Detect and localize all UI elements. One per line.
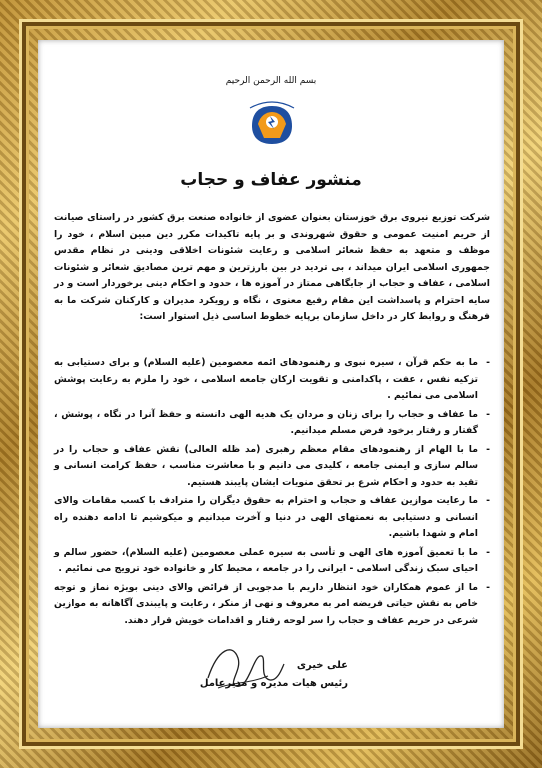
bullet-icon: -: [486, 546, 490, 558]
list-item: - ما با الهام از رهنمودهای مقام معظم رهبری (مد ظله العالی) نقش عفاف و حجاب را در سالم سازی و ایمنی جامعه ، کلیدی می دانیم و با معاشرت مناسب ، حفظ کرامت انسانی و تقید به حدود و احکام شرع بر تحقق منویات ایشان پایبند هستیم.: [54, 443, 490, 488]
page-title: منشور عفاف و حجاب: [180, 170, 362, 190]
bullet-icon: -: [486, 495, 490, 506]
list-item: - ما به حکم قرآن ، سیره نبوی و رهنمودهای ائمه معصومین (علیه السلام) و برای دستیابی به تزکیه نفس ، عفت ، پاکدامنی و تقویت ارکان جامعه اسلامی ، خود را ملزم به رعایت پوشش اسلامی می نمائیم .: [54, 357, 490, 401]
charter-items-list: [54, 355, 490, 631]
bullet-icon: -: [486, 408, 490, 420]
certificate-content: [38, 40, 504, 728]
signatory-name: علی خیری: [296, 660, 348, 671]
intro-paragraph: شرکت توزیع نیروی برق خوزستان بعنوان عضوی از خانواده صنعت برق کشور در راستای صیانت از حریم امنیت عمومی و حقوق شهروندی و بر پایه تاکیدات مکرر دین مبین اسلام ، خود را موظف و متعهد به حفظ شعائر اسلامی و رعایت شئونات اخلاقی ودینی در نظام مقدس جمهوری اسلامی ایران میداند ، بی تردید در بین بارزترین و مهم ترین مصادیق شعائر و شئونات اسلامی ، عفاف و حجاب از جایگاهی ممتاز در آموزه ها ، حدود و احکام دینی برخوردار است و در سایه احترام و پاسداشت این مقام رفیع معنوی ، نگاه و رویکرد مدیران و کارکنان شرکت ما به فرهنگ و روابط کار در داخل سازمان برپایه خطوط اساسی ذیل استوار است:: [54, 212, 490, 322]
basmala: بسم الله الرحمن الرحيم: [225, 76, 317, 86]
signatory-title: رئیس هیات مدیره و مدیرعامل: [199, 678, 348, 689]
bullet-icon: -: [486, 357, 490, 368]
signature-scribble-icon: [198, 638, 288, 698]
company-logo-icon: [246, 98, 298, 148]
certificate-paper: [38, 40, 504, 728]
list-item: - ما عفاف و حجاب را برای زنان و مردان یک هدیه الهی دانسته و حفظ آنرا در نگاه ، پوشش ، گفتار و رفتار برخود فرض مسلم میدانیم.: [54, 408, 490, 436]
bullet-icon: -: [486, 581, 490, 593]
bullet-icon: -: [486, 443, 490, 455]
list-item: - ما رعایت موازین عفاف و حجاب و احترام به حقوق دیگران را مترادف با کسب مقامات والای انسانی و دستیابی به نعمتهای الهی در دنیا و آخرت میدانیم و میکوشیم تا ادامه دهنده راه امام و شهدا باشیم.: [54, 495, 490, 539]
signature-block: [188, 638, 348, 698]
list-item: - ما از عموم همکاران خود انتظار داریم با مدجویی از فرائض والای دینی بویژه نماز و توجه خاص به نقش حیاتی فریضه امر به معروف و نهی از منکر ، رعایت و پایبندی آگاهانه به موازین شرعی در حریم عفاف و حجاب را سر لوحه رفتار و اقدامات خویش قرار دهند.: [54, 581, 490, 626]
list-item: - ما با تعمیق آموزه های الهی و تأسی به سیره عملی معصومین (علیه السلام)، حضور سالم و احیای سبک زندگی اسلامی - ایرانی را در جامعه ، محیط کار و خانواده خود ترویج می نمائیم .: [54, 546, 490, 574]
